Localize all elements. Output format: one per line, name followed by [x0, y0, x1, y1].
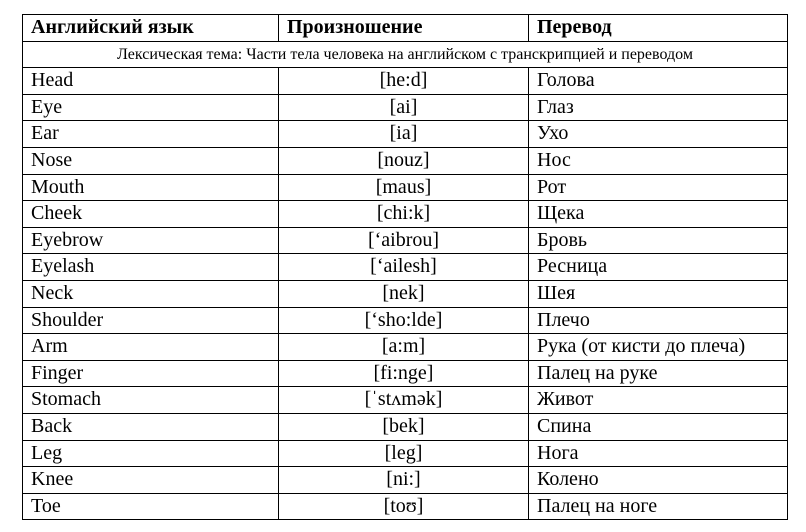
english-word-cell: Eyebrow	[23, 227, 279, 254]
translation-cell: Колено	[529, 467, 788, 494]
english-word-cell: Head	[23, 68, 279, 95]
table-row	[23, 280, 788, 307]
header-english: Английский язык	[23, 15, 279, 42]
pronunciation-cell: [leg]	[279, 440, 529, 467]
pronunciation-cell: [ai]	[279, 94, 529, 121]
header-translation: Перевод	[529, 15, 788, 42]
translation-cell: Живот	[529, 387, 788, 414]
pronunciation-cell: [chi:k]	[279, 201, 529, 228]
english-word-cell: Stomach	[23, 387, 279, 414]
translation-cell: Глаз	[529, 94, 788, 121]
topic-caption: Лексическая тема: Части тела человека на английском с транскрипцией и переводом	[23, 41, 788, 68]
translation-cell: Плечо	[529, 307, 788, 334]
pronunciation-cell: [bek]	[279, 413, 529, 440]
table-row	[23, 227, 788, 254]
table-row	[23, 121, 788, 148]
table-row	[23, 467, 788, 494]
translation-cell: Голова	[529, 68, 788, 95]
table-row	[23, 493, 788, 520]
pronunciation-cell: [‘ailesh]	[279, 254, 529, 281]
translation-cell: Спина	[529, 413, 788, 440]
english-word-cell: Back	[23, 413, 279, 440]
pronunciation-cell: [ni:]	[279, 467, 529, 494]
translation-cell: Шея	[529, 280, 788, 307]
table-row	[23, 334, 788, 361]
table-row	[23, 387, 788, 414]
english-word-cell: Ear	[23, 121, 279, 148]
table-row	[23, 201, 788, 228]
table-row	[23, 147, 788, 174]
pronunciation-cell: [nouz]	[279, 147, 529, 174]
translation-cell: Рот	[529, 174, 788, 201]
header-row	[23, 15, 788, 42]
translation-cell: Нос	[529, 147, 788, 174]
english-word-cell: Shoulder	[23, 307, 279, 334]
table-row	[23, 94, 788, 121]
table-row	[23, 413, 788, 440]
table-row	[23, 307, 788, 334]
pronunciation-cell: [‘aibrou]	[279, 227, 529, 254]
english-word-cell: Finger	[23, 360, 279, 387]
table-row	[23, 360, 788, 387]
english-word-cell: Eyelash	[23, 254, 279, 281]
translation-cell: Палец на ноге	[529, 493, 788, 520]
pronunciation-cell: [fi:nge]	[279, 360, 529, 387]
header-pronunciation: Произношение	[279, 15, 529, 42]
table-row	[23, 68, 788, 95]
pronunciation-cell: [he:d]	[279, 68, 529, 95]
translation-cell: Рука (от кисти до плеча)	[529, 334, 788, 361]
pronunciation-cell: [maus]	[279, 174, 529, 201]
pronunciation-cell: [toʊ]	[279, 493, 529, 520]
pronunciation-cell: [nek]	[279, 280, 529, 307]
table-row	[23, 440, 788, 467]
english-word-cell: Cheek	[23, 201, 279, 228]
vocabulary-table	[22, 14, 788, 520]
translation-cell: Щека	[529, 201, 788, 228]
table-row	[23, 174, 788, 201]
translation-cell: Ухо	[529, 121, 788, 148]
translation-cell: Ресница	[529, 254, 788, 281]
topic-row	[23, 41, 788, 68]
translation-cell: Нога	[529, 440, 788, 467]
english-word-cell: Toe	[23, 493, 279, 520]
pronunciation-cell: [ˈstʌmək]	[279, 387, 529, 414]
english-word-cell: Neck	[23, 280, 279, 307]
pronunciation-cell: [ia]	[279, 121, 529, 148]
english-word-cell: Knee	[23, 467, 279, 494]
english-word-cell: Nose	[23, 147, 279, 174]
pronunciation-cell: [a:m]	[279, 334, 529, 361]
translation-cell: Палец на руке	[529, 360, 788, 387]
pronunciation-cell: [‘sho:lde]	[279, 307, 529, 334]
table-row	[23, 254, 788, 281]
english-word-cell: Leg	[23, 440, 279, 467]
translation-cell: Бровь	[529, 227, 788, 254]
english-word-cell: Mouth	[23, 174, 279, 201]
english-word-cell: Arm	[23, 334, 279, 361]
english-word-cell: Eye	[23, 94, 279, 121]
